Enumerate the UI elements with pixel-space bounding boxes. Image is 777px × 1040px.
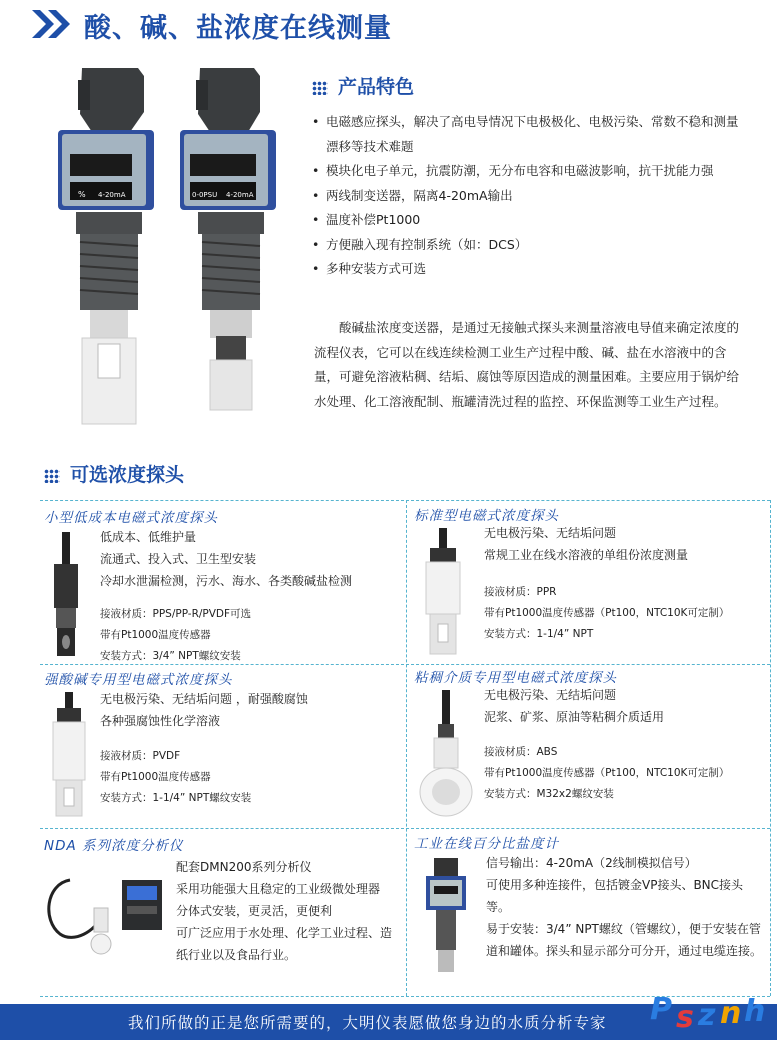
- probe-spec: 接液材质：PVDF: [100, 750, 181, 762]
- display-range-left: 4-20mA: [98, 191, 126, 199]
- display-unit-left: %: [78, 190, 86, 199]
- features-heading: [312, 72, 414, 99]
- probe-line: 无电极污染、无结垢问题: [484, 688, 617, 702]
- transmitter-left: [58, 68, 154, 424]
- product-photo: [40, 62, 300, 442]
- logo-letter: z: [698, 998, 716, 1033]
- probe-spec: 安装方式：M32x2螺纹安装: [484, 788, 614, 800]
- features-list: [310, 110, 750, 282]
- analyzer-line: 可广泛应用于水处理、化学工业过程、造纸行业以及食品行业。: [176, 926, 393, 962]
- salinity-meter-title: 工业在线百分比盐度计: [414, 836, 559, 852]
- feature-item: • 温度补偿Pt1000: [310, 208, 750, 233]
- probe-specs-strong-acid: [100, 746, 251, 809]
- probe-specs-viscous: [484, 742, 729, 805]
- probe-title-strong-acid: 强酸碱专用型电磁式浓度探头: [44, 672, 233, 688]
- probe-title-small: 小型低成本电磁式浓度探头: [44, 510, 218, 526]
- analyzer-line: 配套DMN200系列分析仪: [176, 860, 312, 874]
- small-probe-photo: [44, 530, 90, 660]
- probe-line: 各种强腐蚀性化学溶液: [100, 714, 221, 728]
- probe-line: 冷却水泄漏检测，污水、海水、各类酸碱盐检测: [100, 574, 353, 588]
- strong-acid-probe-photo: [44, 690, 94, 820]
- brand-logo: [646, 990, 774, 1038]
- salinity-meter-desc: [486, 852, 764, 962]
- title-bar: [0, 0, 777, 52]
- probe-specs-small: [100, 604, 251, 667]
- analyzer-title: NDA 系列浓度分析仪: [44, 838, 184, 854]
- feature-item: • 电磁感应探头，解决了高电导情况下电极极化、电极污染、常数不稳和测量漂移等技术难题: [310, 110, 750, 159]
- feature-item: • 模块化电子单元，抗震防潮，无分布电容和电磁波影响，抗干扰能力强: [310, 159, 750, 184]
- standard-probe-photo: [418, 526, 468, 656]
- grid-dots-icon: [44, 469, 60, 483]
- probe-line: 无电极污染、无结垢问题: [484, 526, 617, 540]
- salinity-line: 易于安装：3/4” NPT螺纹（管螺纹），便于安装在管道和罐体。探头和显示部分可分开，通过电缆连接。: [486, 922, 763, 958]
- divider: [40, 828, 770, 829]
- display-unit-right: 0-0PSU: [192, 191, 218, 199]
- probe-spec: 带有Pt1000温度传感器: [100, 629, 211, 641]
- probe-spec: 接液材质：ABS: [484, 746, 558, 758]
- display-range-right: 4-20mA: [226, 191, 254, 199]
- double-chevron-icon: [30, 8, 74, 40]
- probe-line: 无电极污染、无结垢问题 ，耐强酸腐蚀: [100, 692, 308, 706]
- divider: [770, 500, 771, 996]
- logo-letter: n: [720, 996, 742, 1031]
- salinity-line: 可使用多种连接件，包括镀金VP接头、BNC接头等。: [486, 878, 744, 914]
- probe-spec: 带有Pt1000温度传感器（Pt100，NTC10K可定制）: [484, 767, 730, 779]
- analyzer-photo: [40, 860, 170, 970]
- probe-spec: 接液材质：PPR: [484, 586, 557, 598]
- probe-line: 流通式、投入式、卫生型安装: [100, 552, 257, 566]
- transmitter-right: [180, 68, 276, 410]
- viscous-probe-photo: [414, 688, 478, 820]
- probe-desc-standard: [484, 522, 764, 566]
- probe-line: 常规工业在线水溶液的单组份浓度测量: [484, 548, 689, 562]
- probe-spec: 安装方式：1-1/4” NPT螺纹安装: [100, 792, 252, 804]
- grid-dots-icon: [312, 81, 328, 95]
- features-heading-text: 产品特色: [338, 76, 415, 98]
- analyzer-desc: [176, 856, 400, 966]
- probe-desc-strong-acid: [100, 688, 400, 732]
- divider: [40, 500, 770, 501]
- probe-line: 泥浆、矿浆、原油等粘稠介质适用: [484, 710, 665, 724]
- probe-line: 低成本、低维护量: [100, 530, 197, 544]
- probe-desc-viscous: [484, 684, 764, 728]
- salinity-line: 信号输出：4-20mA（2线制模拟信号）: [486, 856, 697, 870]
- probe-spec: 带有Pt1000温度传感器: [100, 771, 211, 783]
- optional-heading-text: 可选浓度探头: [70, 464, 185, 486]
- probe-spec: 接液材质：PPS/PP-R/PVDF可选: [100, 608, 252, 620]
- feature-item: • 两线制变送器，隔离4-20mA输出: [310, 184, 750, 209]
- probe-specs-standard: [484, 582, 729, 645]
- product-description: 酸碱盐浓度变送器，是通过无接触式探头来测量溶液电导值来确定浓度的流程仪表，它可以在线连续检测工业生产过程中酸、碱、盐在水溶液中的含量，可避免溶液粘稠、结垢、腐蚀等原因造成的测量困难。主要应用于锅炉给水处理、化工溶液配制、瓶罐清洗过程的监控、环保监测等工业生产过程。: [314, 320, 740, 409]
- analyzer-line: 采用功能强大且稳定的工业级微处理器: [176, 882, 381, 896]
- salinity-meter-photo: [420, 856, 472, 976]
- feature-item: • 方便融入现有控制系统（如：DCS）: [310, 233, 750, 258]
- feature-item: • 多种安装方式可选: [310, 257, 750, 282]
- probe-spec: 安装方式：3/4” NPT螺纹安装: [100, 650, 241, 662]
- page-title: 酸、碱、盐浓度在线测量: [84, 13, 392, 44]
- logo-letter: s: [676, 1000, 694, 1035]
- probe-desc-small: [100, 526, 400, 592]
- probe-title-viscous: 粘稠介质专用型电磁式浓度探头: [414, 670, 617, 686]
- footer-slogan: 我们所做的正是您所需要的，大明仪表愿做您身边的水质分析专家: [128, 1014, 607, 1032]
- divider: [406, 500, 407, 996]
- probe-title-standard: 标准型电磁式浓度探头: [414, 508, 559, 524]
- probe-spec: 带有Pt1000温度传感器（Pt100，NTC10K可定制）: [484, 607, 730, 619]
- logo-letter: h: [744, 994, 766, 1029]
- analyzer-line: 分体式安装，更灵活，更便利: [176, 904, 333, 918]
- probe-spec: 安装方式：1-1/4” NPT: [484, 628, 594, 640]
- logo-letter: P: [650, 992, 672, 1027]
- optional-heading: [44, 460, 184, 487]
